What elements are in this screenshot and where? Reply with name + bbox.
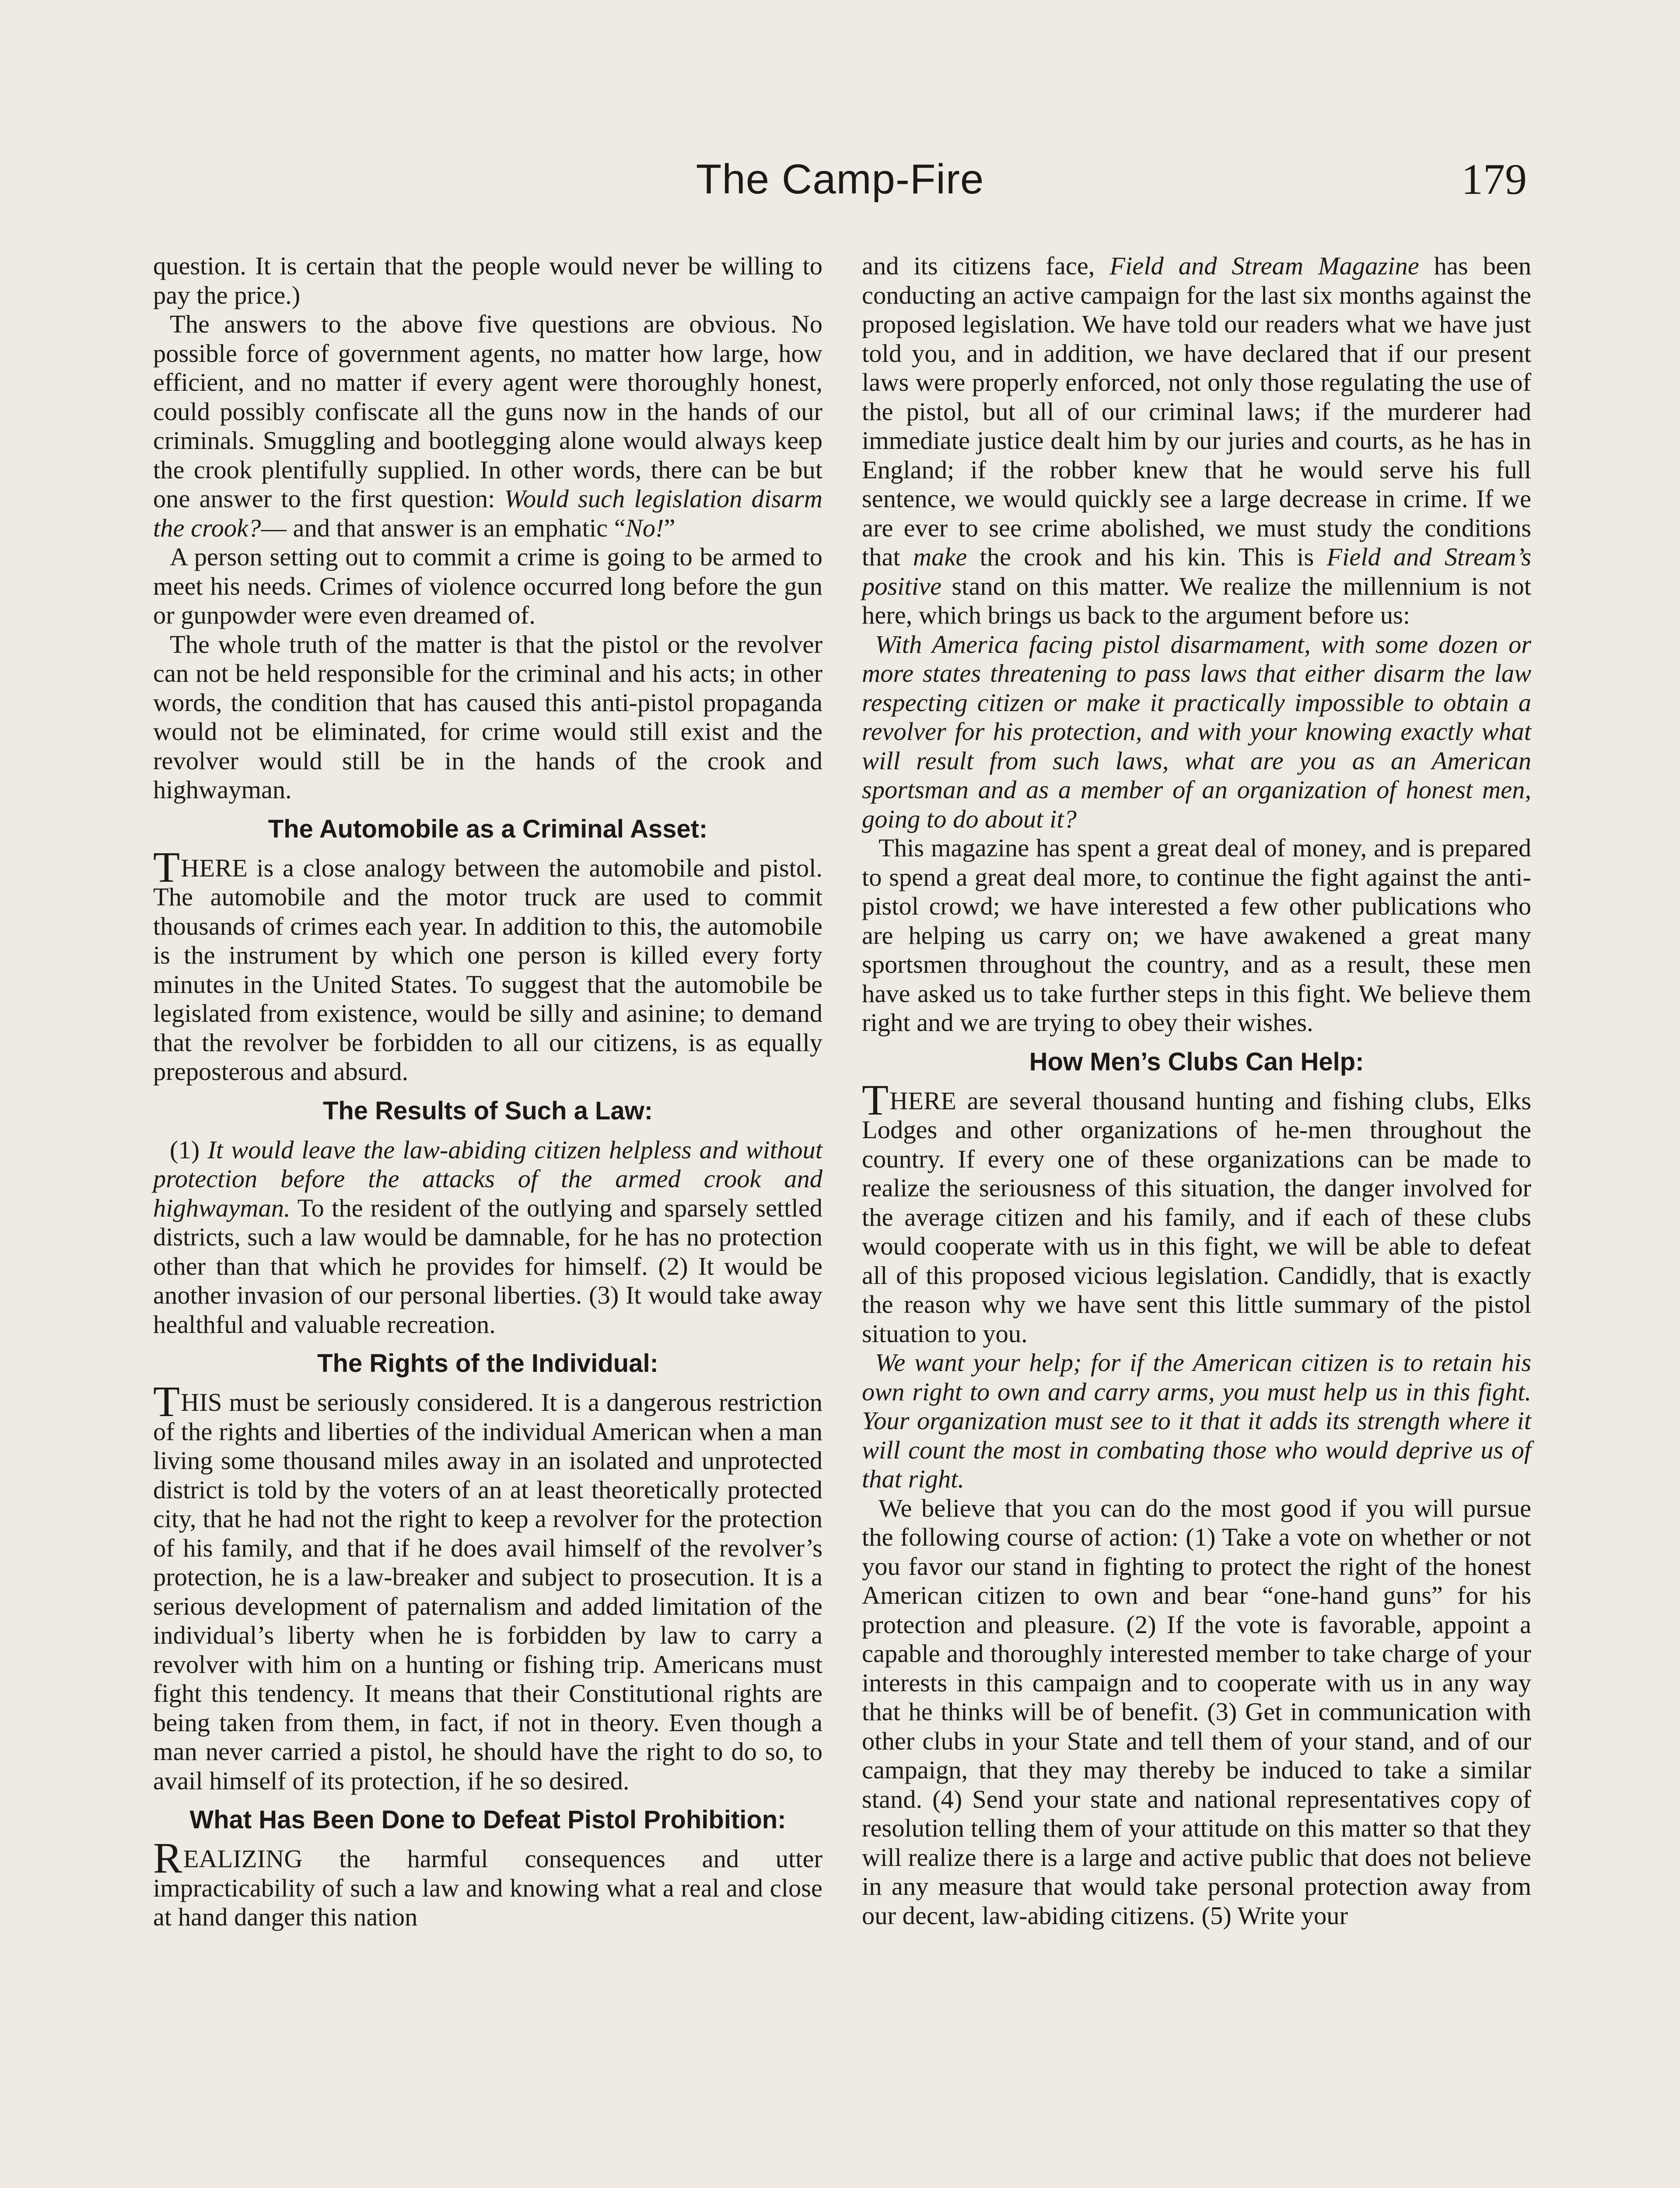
italic-text: Field and Stream’s positive	[862, 543, 1532, 600]
running-title: The Camp-Fire	[696, 156, 984, 203]
italic-answer: No!	[625, 513, 664, 542]
paragraph: We believe that you can do the most good if you will pursue the following course of action: (1) Take a vote on whether or not you favor our stand in fighting to protect the right of the honest American citizen to own and bear “one-hand guns” for his protection and pleasure. (2) If the vote is favorable, appoint a capable and thoroughly interested member to take charge of your interests in this campaign and to cooperate with us in any way that he thinks will be of benefit. (3) Get in communication with other clubs in your State and tell them of your stand, and of our campaign, that they may thereby be induced to take a similar stand. (4) Send your state and national representatives copy of resolution telling them of your attitude on this matter so that they will realize there is a large and active public that does not believe in any measure that would take personal protection away from our decent, law-abiding citizens. (5) Write your	[862, 1494, 1531, 1930]
paragraph: (1) It would leave the law-abiding citizen helpless and without protection before the attacks of the armed crook and highwayman. To the resident of the outlying and sparsely settled districts, such a law would be damnable, for he has no protection other than that which he provides for himself. (2) It would be another invasion of our personal liberties. (3) It would take away healthful and valuable recreation.	[153, 1135, 822, 1339]
paragraph: The answers to the above five questions are obvious. No possible force of government agents, no matter how large, how efficient, and no matter if every agent were thoroughly honest, could possibly confiscate all the guns now in the hands of our criminals. Smuggling and bootlegging alone would always keep the crook plentifully supplied. In other words, there can be but one answer to the first question: Would such legislation disarm the crook?— and that answer is an emphatic “No!”	[153, 310, 823, 542]
paragraph: This magazine has spent a great deal of money, and is prepared to spend a great deal more, to continue the fight against the anti-pistol crowd; we have interested a few other publications who are helping us carry on; we have awakened a great many sportsmen throughout the country, and as a result, these men have asked us to take further steps in this fight. We believe them right and we are trying to obey their wishes.	[862, 834, 1531, 1037]
paragraph: A person setting out to commit a crime is going to be armed to meet his needs. Crimes of violence occurred long before the gun or gunpowder were even dreamed of.	[153, 543, 822, 629]
italic-text: It would leave the law-abiding citizen helpless and without protection before the attacks of the armed crook and highwayman.	[153, 1135, 822, 1222]
paragraph: THIS must be seriously considered. It is a dangerous restriction of the rights and liberties of the individual American when a man living some thousand miles away in an isolated and unprotected district is told by the voters of an at least theoretically protected city, that he had not the right to keep a revolver for the protection of his family, and that if he does avail himself of the revolver’s protection, he is a law-breaker and subject to prosecution. It is a serious development of paternalism and added limitation of the individual’s liberty when he is forbidden by law to carry a revolver with him on a hunting or fishing trip. Americans must fight this tendency. It means that their Constitutional rights are being taken from them, in fact, if not in theory. Even though a man never carried a pistol, he should have the right to do so, to avail himself of its protection, if he so desired.	[153, 1377, 822, 1795]
paragraph: question. It is certain that the people would never be willing to pay the price.)	[153, 252, 822, 309]
section-heading: The Results of Such a Law:	[322, 1096, 653, 1125]
italic-text: make	[913, 543, 967, 571]
section-heading: The Rights of the Individual:	[317, 1349, 658, 1378]
italic-question: Would such legislation disarm the crook?	[153, 484, 823, 542]
italic-paragraph: We want your help; for if the American citizen is to retain his own right to own and carry arms, you must help us in this fight. Your organization must see to it that it adds its strength where it will count the most in combating those who would deprive us of that right.	[862, 1348, 1531, 1493]
drop-cap: T	[153, 1377, 180, 1426]
paragraph: THERE are several thousand hunting and fishing clubs, Elks Lodges and other organizations of he-men throughout the country. If every one of these organizations can be made to realize the seriousness of this situation, the danger involved for the average citizen and his family, and if each of these clubs would cooperate with us in this fight, we will be able to defeat all of this proposed vicious legislation. Candidly, that is exactly the reason why we have sent this little summary of the pistol situation to you.	[862, 1075, 1531, 1348]
italic-text: Field and Stream Magazine	[1110, 252, 1419, 280]
paragraph: THERE is a close analogy between the automobile and pistol. The automobile and the motor truck are used to commit thousands of crimes each year. In addition to this, the automobile is the instrument by which one person is killed every forty minutes in the United States. To suggest that the automobile be legislated from existence, would be silly and asinine; to demand that the revolver be forbidden to all our citizens, is as equally preposterous and absurd.	[153, 842, 822, 1086]
drop-cap: T	[862, 1075, 889, 1124]
left-column	[153, 252, 822, 1932]
section-heading: What Has Been Done to Defeat Pistol Prohibition:	[189, 1806, 786, 1834]
page-number: 179	[1461, 155, 1527, 203]
running-head	[153, 149, 1527, 210]
section-heading: How Men’s Clubs Can Help:	[1029, 1047, 1364, 1076]
paragraph: and its citizens face, Field and Stream Magazine has been conducting an active campaign for the last six months against the proposed legislation. We have told our readers what we have just told you, and in addition, we have declared that if our present laws were properly enforced, not only those regulating the use of the pistol, but all of our criminal laws; if the murderer had immediate justice dealt him by our juries and courts, as he has in England; if the robber knew that he would serve his full sentence, we would quickly see a large decrease in crime. If we are ever to see crime abolished, we must study the conditions that make the crook and his kin. This is Field and Stream’s positive stand on this matter. We realize the millennium is not here, which brings us back to the argument before us:	[862, 252, 1532, 629]
block-quote: With America facing pistol disarmament, with some dozen or more states threatening to pass laws that either disarm the law respecting citizen or make it practically impossible to obtain a revolver for his protection, and with your knowing exactly what will result from such laws, what are you as an American sportsman and as a member of an organization of honest men, going to do about it?	[862, 630, 1531, 833]
right-column	[862, 252, 1531, 1930]
paragraph: REALIZING the harmful consequences and utter impracticability of such a law and knowing what a real and close at hand danger this nation	[153, 1834, 822, 1931]
paragraph: The whole truth of the matter is that the pistol or the revolver can not be held responsible for the criminal and his acts; in other words, the condition that has caused this anti-pistol propaganda would not be eliminated, for crime would still exist and the revolver would still be in the hands of the crook and highwayman.	[153, 630, 822, 804]
drop-cap: T	[153, 842, 180, 891]
drop-cap: R	[153, 1834, 182, 1882]
section-heading: The Automobile as a Criminal Asset:	[268, 814, 708, 843]
